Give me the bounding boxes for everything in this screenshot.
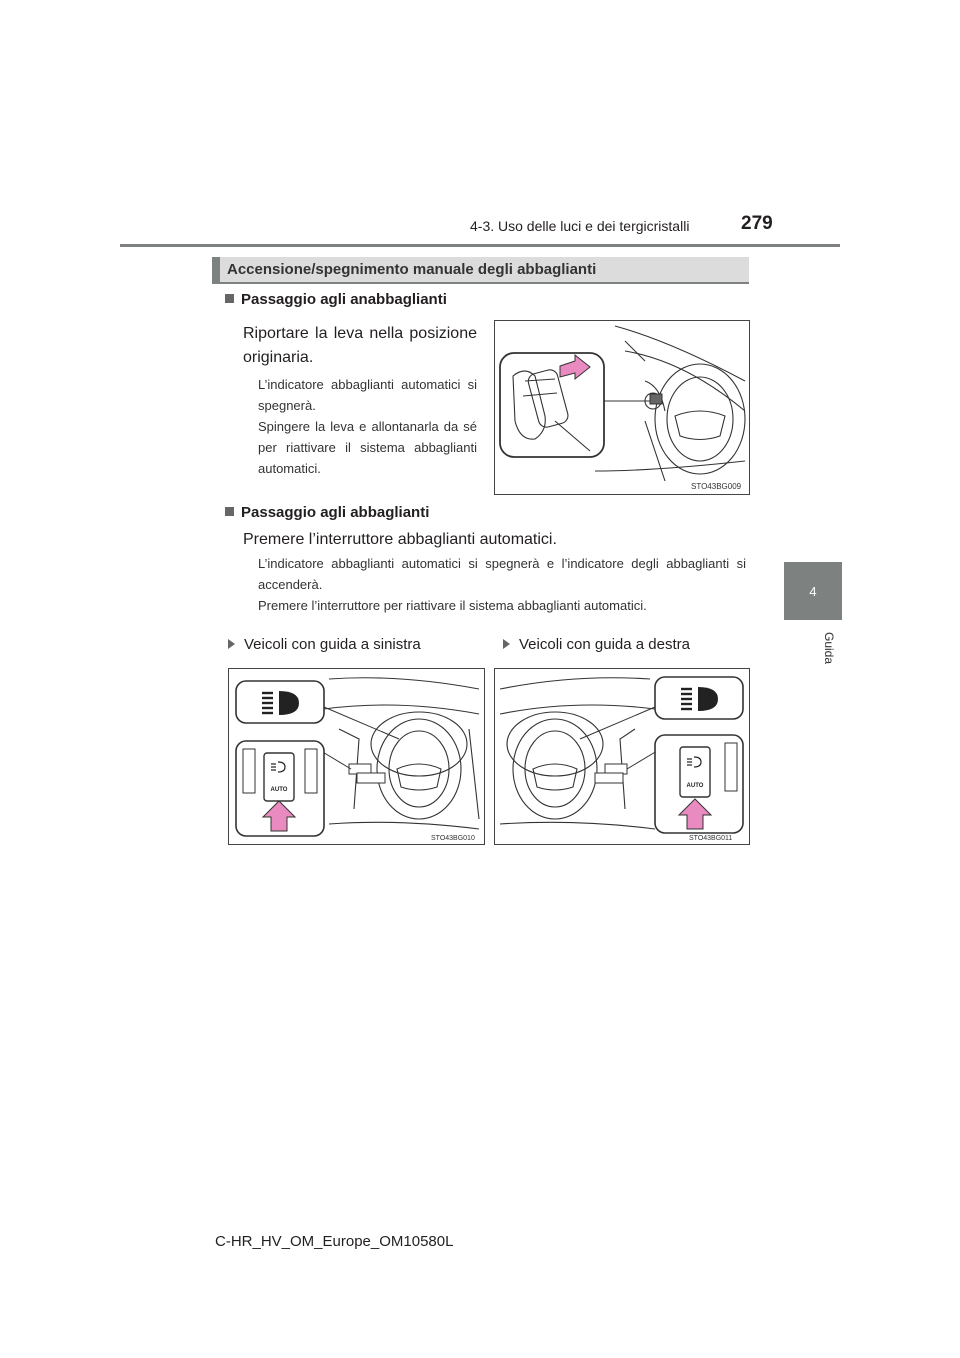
left-drive-heading-text: Veicoli con guida a sinistra (244, 636, 421, 653)
figure-code-011: STO43BG011 (689, 835, 733, 842)
figure-code-010: STO43BG010 (431, 835, 475, 842)
low-beam-note-2: Spingere la leva e allontanarla da sé per riattivare il sistema abbaglianti automatici. (258, 419, 477, 476)
figure-right-drive (494, 668, 750, 845)
triangle-bullet-icon (503, 639, 510, 649)
chapter-label: Guida (822, 632, 836, 665)
running-header-title: 4-3. Uso delle luci e dei tergicristalli (470, 218, 690, 234)
figure-left-drive (228, 668, 485, 845)
low-beam-heading-text: Passaggio agli anabbaglianti (241, 291, 447, 308)
page-number: 279 (741, 213, 773, 234)
high-beam-note-1: L’indicatore abbaglianti automatici si spegnerà e l’indicatore degli abbaglianti si accenderà. (258, 556, 746, 592)
high-beam-heading-text: Passaggio agli abbaglianti (241, 504, 430, 521)
figure-lever (494, 320, 750, 495)
high-beam-note-2: Premere l’interruttore per riattivare il sistema abbaglianti automatici. (258, 598, 647, 613)
auto-switch-label-left: AUTO (270, 787, 288, 793)
right-drive-heading (503, 636, 690, 653)
high-beam-instruction: Premere l’interruttore abbaglianti automatici. (243, 531, 557, 548)
triangle-bullet-icon (228, 639, 235, 649)
chapter-tab (784, 562, 842, 620)
square-bullet-icon (225, 507, 234, 516)
right-drive-dashboard-illustration (495, 669, 749, 844)
lever-illustration (495, 321, 749, 494)
low-beam-note-1: L’indicatore abbaglianti automatici si spegnerà. (258, 377, 477, 413)
section-marker (212, 257, 220, 282)
low-beam-instruction: Riportare la leva nella posizione originaria. (243, 325, 477, 366)
footer-doc-code: C-HR_HV_OM_Europe_OM10580L (215, 1233, 454, 1250)
section-heading-bar (212, 257, 749, 284)
right-drive-heading-text: Veicoli con guida a destra (519, 636, 690, 653)
square-bullet-icon (225, 294, 234, 303)
header-rule (120, 244, 840, 247)
chapter-number: 4 (809, 583, 817, 599)
left-drive-heading (228, 636, 421, 653)
auto-switch-label-right: AUTO (686, 783, 704, 789)
high-beam-heading (225, 504, 429, 521)
section-title: Accensione/spegnimento manuale degli abbaglianti (227, 261, 597, 278)
low-beam-heading (225, 291, 447, 308)
left-drive-dashboard-illustration (229, 669, 484, 844)
figure-code-009: STO43BG009 (691, 482, 742, 491)
